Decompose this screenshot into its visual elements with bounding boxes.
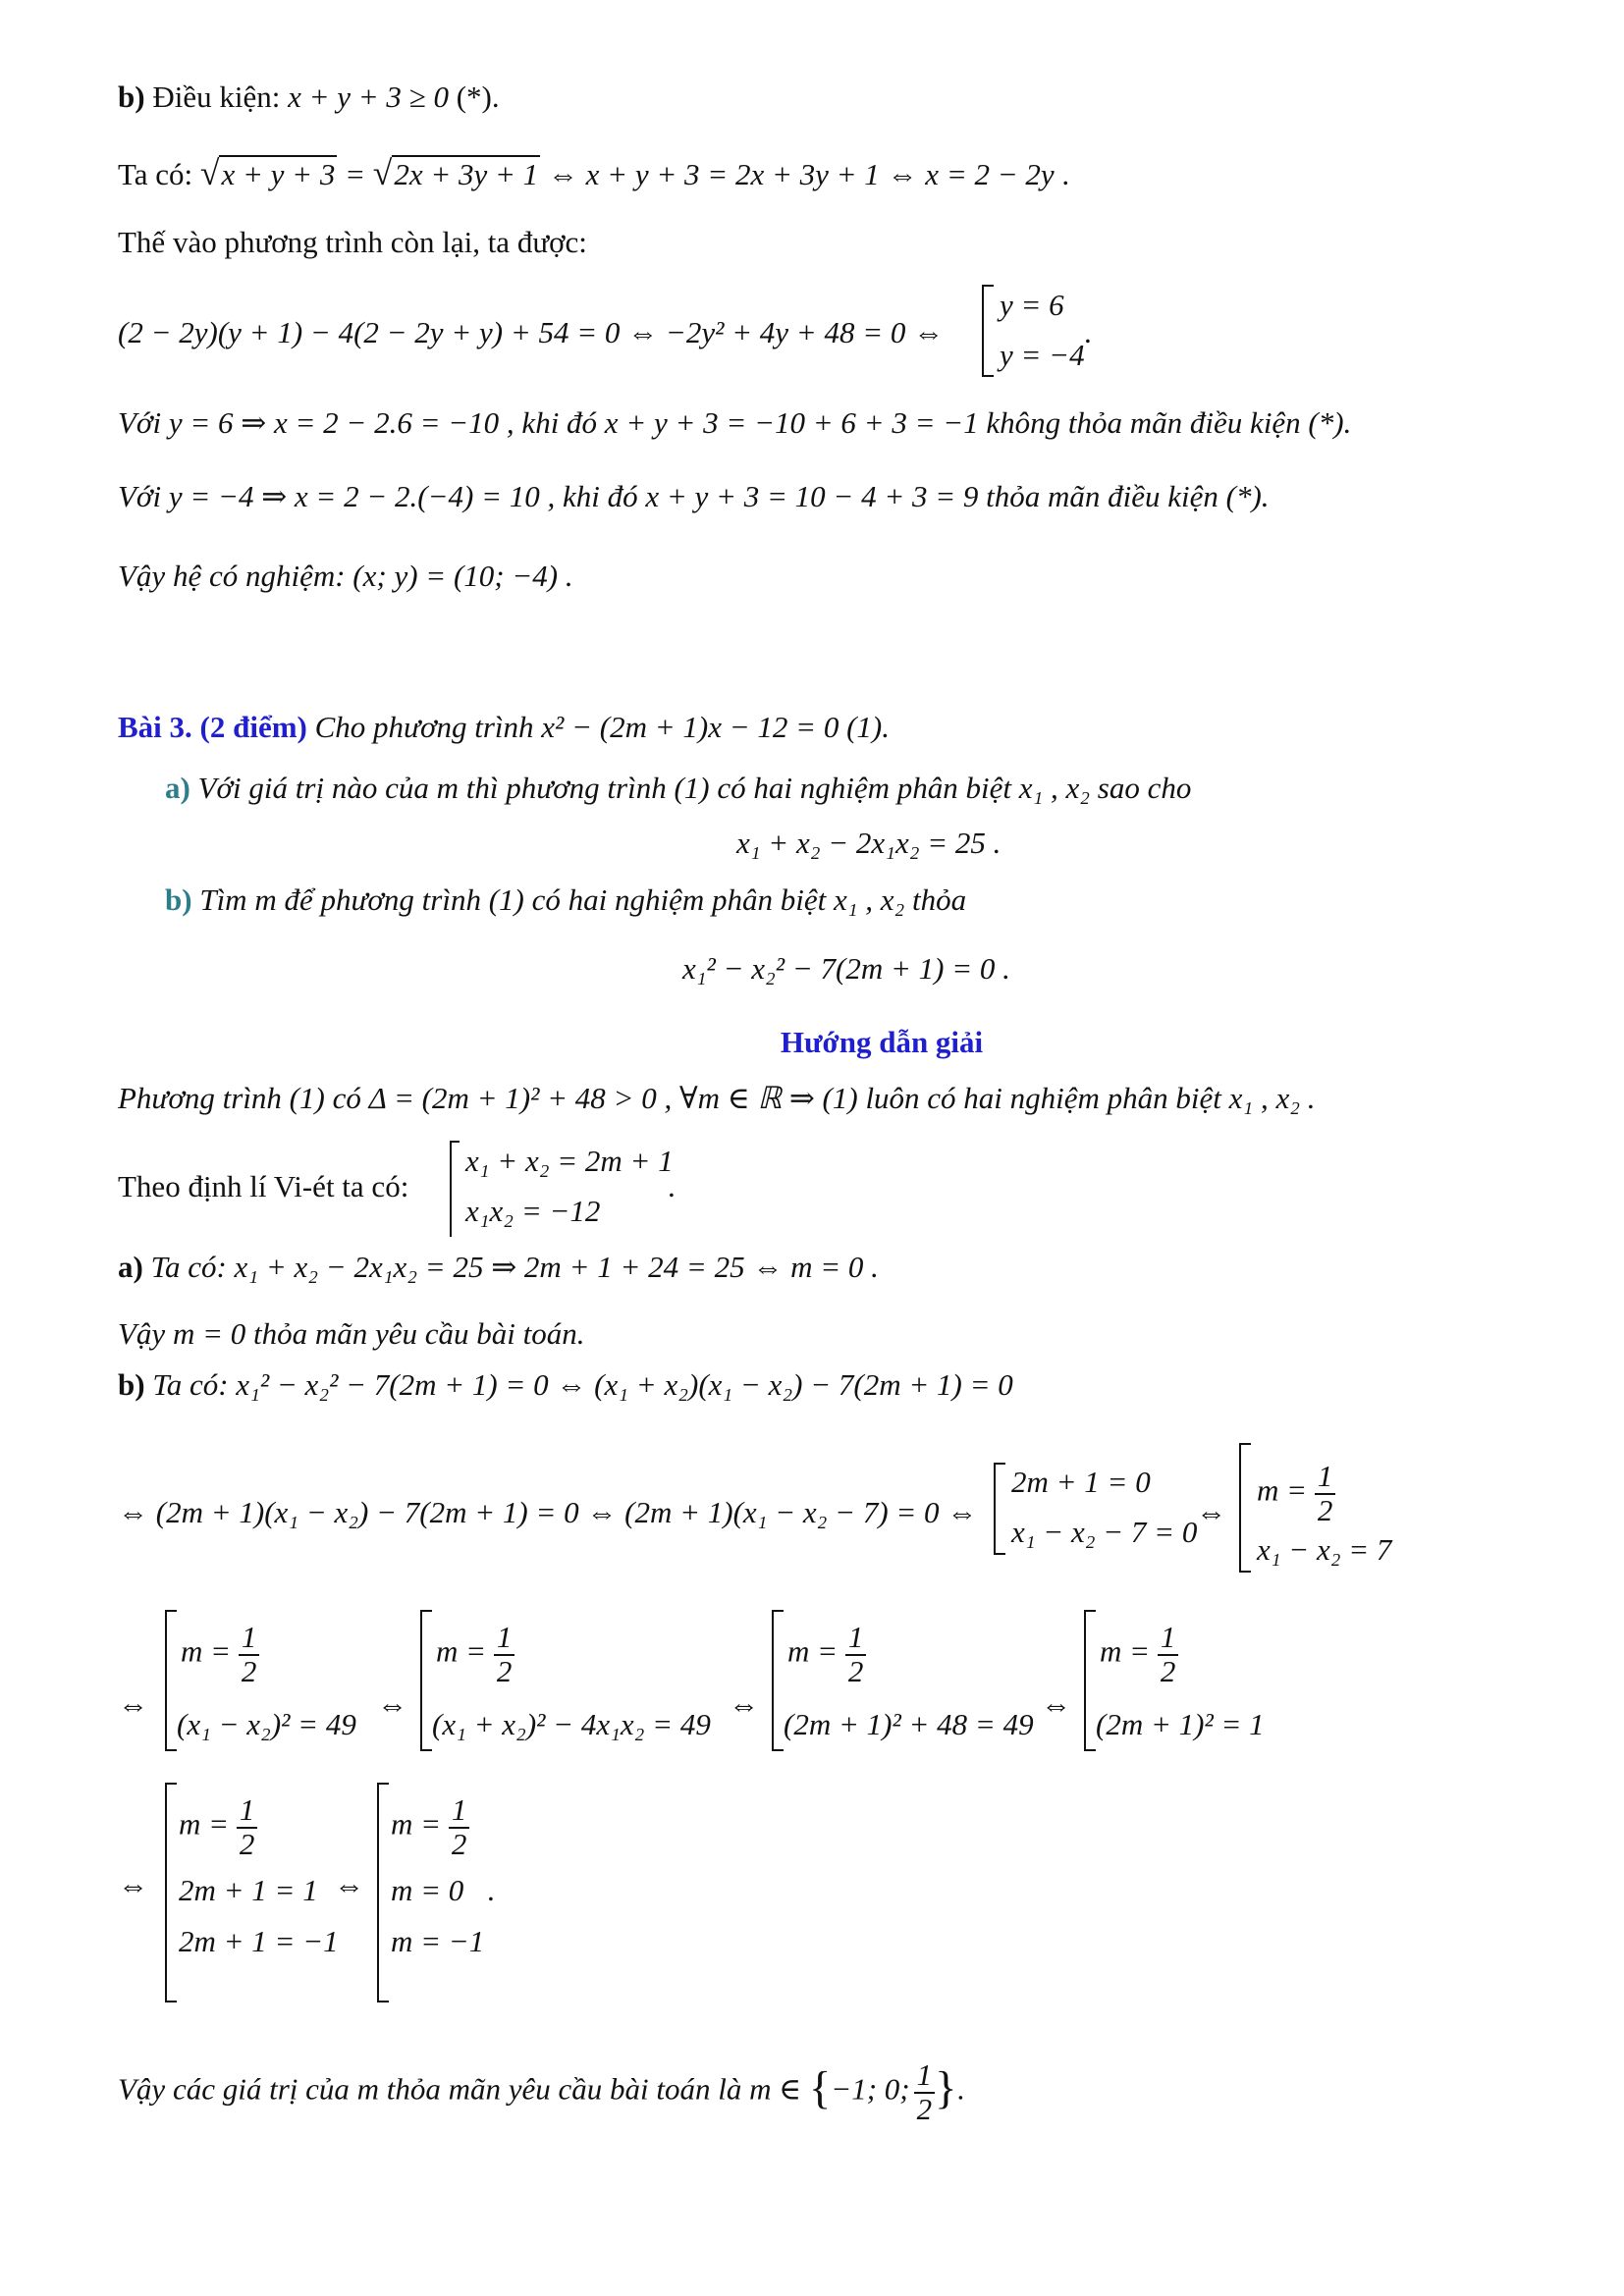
final-1-m-half: m = $\frac{1}{2}$	[179, 1794, 257, 1860]
question-b-text: Tìm m để phương trình (1) có hai nghiệm phân biệt x₁ , x₂ thỏa	[191, 882, 967, 917]
brace-vieta	[450, 1141, 465, 1237]
bracket-chain-1	[165, 1610, 177, 1751]
factor-case-2: x₁ − x₂ − 7 = 0	[1011, 1515, 1198, 1549]
case-y6-line: Với y = 6 ⇒ x = 2 − 2.6 = −10 , khi đó x + y + 3 = −10 + 6 + 3 = −1 không thỏa mãn điều kiện (*).	[118, 405, 1352, 440]
sqrt-sign-1: √	[199, 153, 220, 192]
y-solution-tail: .	[1084, 315, 1092, 349]
bracket-y-solutions	[982, 285, 994, 377]
substitute-line: Thế vào phương trình còn lại, ta được:	[118, 225, 587, 259]
chain-3-equation: (2m + 1)² + 48 = 49	[784, 1707, 1034, 1741]
question-b-label: b)	[165, 882, 192, 917]
fraction-one-half: $\frac{1}{2}$	[1315, 1461, 1336, 1526]
final-arrow-1: ⇔	[118, 1868, 148, 1902]
question-b-equation: x₁² − x₂² − 7(2m + 1) = 0 .	[682, 951, 1010, 986]
condition-text: Điều kiện:	[144, 80, 289, 114]
final-tail: .	[487, 1873, 495, 1907]
condition-line	[118, 79, 500, 115]
condition-tail: (*).	[448, 80, 500, 114]
sqrt-intro: Ta có:	[118, 157, 200, 191]
question-a-text: Với giá trị nào của m thì phương trình (1) có hai nghiệm phân biệt x₁ , x₂ sao cho	[189, 771, 1192, 805]
final-2-m-minus-one: m = −1	[391, 1924, 485, 1958]
part-a-solution-text: Ta có: x₁ + x₂ − 2x₁x₂ = 25 ⇒ 2m + 1 + 24 = 25 ⇔ m = 0 .	[142, 1250, 879, 1284]
chain-3-m-half: m = $\frac{1}{2}$	[787, 1622, 866, 1687]
final-1-case-3: 2m + 1 = −1	[179, 1924, 339, 1958]
sqrt-equation-rest: ⇔ x + y + 3 = 2x + 3y + 1 ⇔ x = 2 − 2y	[540, 157, 1055, 191]
factor-case-1: 2m + 1 = 0	[1011, 1465, 1151, 1499]
chain-1-square: (x₁ − x₂)² = 49	[177, 1707, 356, 1741]
part-b-solution-text: Ta có: x₁² − x₂² − 7(2m + 1) = 0 ⇔ (x₁ + x₂)(x₁ − x₂) − 7(2m + 1) = 0	[144, 1367, 1013, 1402]
question-b-line	[165, 881, 966, 918]
condition-math: x + y + 3 ≥ 0	[288, 80, 449, 114]
chain-2-sum-square: (x₁ + x₂)² − 4x₁x₂ = 49	[432, 1707, 711, 1741]
final-conclusion: Vậy các giá trị của m thỏa mãn yêu cầu bài toán là m ∈ {−1; 0; $\frac{1}{2}$ }.	[118, 2057, 965, 2126]
sqrt-sign-2: √	[372, 153, 393, 192]
bracket-final-1	[165, 1783, 177, 2002]
sqrt-equation-line: Ta có: √x + y + 3 = √2x + 3y + 1 ⇔ x + y + 3 = 2x + 3y + 1 ⇔ x = 2 − 2y .	[118, 153, 1070, 192]
quadratic-y-math: (2 − 2y)(y + 1) − 4(2 − 2y + y) + 54 = 0 ⇔ −2y² + 4y + 48 = 0 ⇔	[118, 315, 945, 349]
problem-3-label: Bài 3. (2 điểm)	[118, 710, 307, 744]
bracket-final-2	[377, 1783, 389, 2002]
problem-3-statement	[118, 709, 890, 745]
part-a-solution-line	[118, 1249, 879, 1285]
part-b-label: b)	[118, 80, 145, 114]
chain-arrow-2: ⇔	[377, 1687, 407, 1722]
part-a-conclusion: Vậy m = 0 thỏa mãn yêu cầu bài toán.	[118, 1316, 585, 1351]
part-b-solution-label: b)	[118, 1367, 145, 1402]
final-conclusion-text: Vậy các giá trị của m thỏa mãn yêu cầu bài toán là m ∈	[118, 2071, 809, 2107]
problem-3-text: Cho phương trình x² − (2m + 1)x − 12 = 0 (1).	[306, 710, 890, 744]
m-half-label: m = $\frac{1}{2}$	[1257, 1461, 1335, 1526]
factorization-math: ⇔ (2m + 1)(x₁ − x₂) − 7(2m + 1) = 0 ⇔ (2m + 1)(x₁ − x₂ − 7) = 0 ⇔	[118, 1495, 978, 1529]
difference-equals-7: x₁ − x₂ = 7	[1257, 1532, 1392, 1567]
part-a-solution-label: a)	[118, 1250, 143, 1284]
bracket-factor-cases	[994, 1463, 1005, 1555]
sqrt-radicand-2: 2x + 3y + 1	[394, 157, 539, 191]
final-conclusion-tail: .	[956, 2071, 965, 2107]
chain-arrow-4: ⇔	[1041, 1687, 1071, 1722]
bracket-chain-3	[772, 1610, 784, 1751]
vieta-tail: .	[668, 1169, 676, 1203]
question-a-equation: x₁ + x₂ − 2x₁x₂ = 25 .	[736, 826, 1001, 860]
bracket-chain-2	[420, 1610, 432, 1751]
question-a-label: a)	[165, 771, 190, 805]
solution-guide-title: Hướng dẫn giải	[780, 1025, 984, 1059]
y-solution-1: y = 6	[1000, 288, 1064, 322]
part-b-solution-line	[118, 1366, 1013, 1403]
quadratic-y-line	[118, 314, 944, 350]
y-solution-2: y = −4	[1000, 338, 1085, 372]
chain-4-equation: (2m + 1)² = 1	[1096, 1707, 1265, 1741]
case-y-4-line: Với y = −4 ⇒ x = 2 − 2.(−4) = 10 , khi đó x + y + 3 = 10 − 4 + 3 = 9 thỏa mãn điều kiện (*).	[118, 479, 1270, 513]
final-set-values: −1; 0;	[831, 2071, 910, 2107]
question-a-line	[165, 770, 1191, 806]
final-2-m-half: m = $\frac{1}{2}$	[391, 1794, 469, 1860]
final-set-fraction: $\frac{1}{2}$	[914, 2059, 936, 2125]
sqrt-radicand-1: x + y + 3	[221, 157, 336, 191]
final-1-case-2: 2m + 1 = 1	[179, 1873, 318, 1907]
chain-1-m-half: m = $\frac{1}{2}$	[181, 1622, 259, 1687]
chain-arrow-3: ⇔	[729, 1687, 759, 1722]
factor-arrow: ⇔	[1196, 1495, 1226, 1529]
sqrt-equation-tail: .	[1054, 157, 1070, 191]
chain-4-m-half: m = $\frac{1}{2}$	[1100, 1622, 1178, 1687]
final-2-m-zero: m = 0	[391, 1873, 464, 1907]
system-solution-line: Vậy hệ có nghiệm: (x; y) = (10; −4) .	[118, 559, 573, 593]
vieta-product: x₁x₂ = −12	[465, 1194, 601, 1228]
final-arrow-2: ⇔	[334, 1868, 364, 1902]
chain-arrow-1: ⇔	[118, 1687, 148, 1722]
discriminant-line: Phương trình (1) có Δ = (2m + 1)² + 48 > 0 , ∀m ∈ ℝ ⇒ (1) luôn có hai nghiệm phân biệt x₁ , x₂ .	[118, 1081, 1316, 1115]
bracket-m-half-cases	[1239, 1443, 1251, 1573]
chain-2-m-half: m = $\frac{1}{2}$	[436, 1622, 514, 1687]
bracket-chain-4	[1084, 1610, 1096, 1751]
vieta-sum: x₁ + x₂ = 2m + 1	[465, 1144, 674, 1178]
vieta-intro: Theo định lí Vi-ét ta có:	[118, 1169, 409, 1203]
